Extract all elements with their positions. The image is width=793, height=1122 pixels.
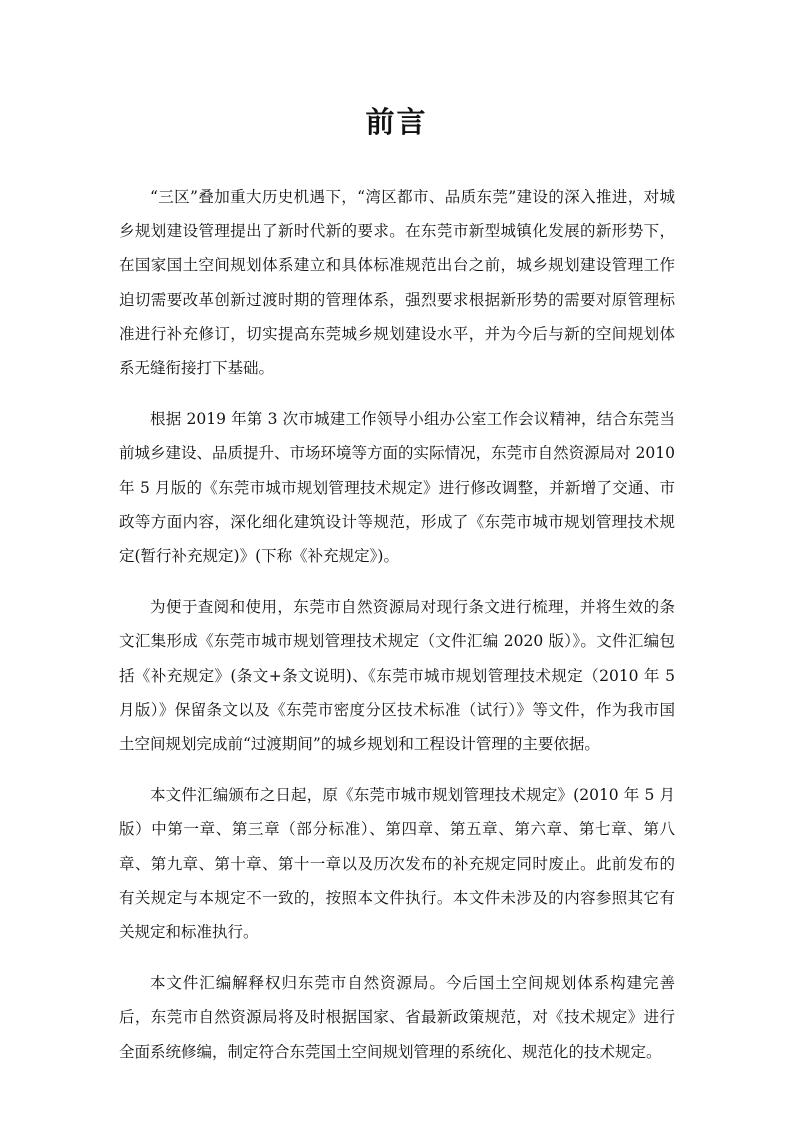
paragraph-basis: 根据 2019 年第 3 次市城建工作领导小组办公室工作会议精神，结合东莞当前城乡建设、品质提升、市场环境等方面的实际情况，东莞市自然资源局对 2010 年 5 月版的《东莞市城市规划管理技术规定》进行修改调整，并新增了交通、市政等方面内容，深化细化建筑设计等规范，形成了《东莞市城市规划管理技术规定(暂行补充规定)》(下称《补充规定》)。 — [119, 410, 675, 566]
paragraph-compilation: 为便于查阅和使用，东莞市自然资源局对现行条文进行梳理，并将生效的条文汇集形成《东莞市城市规划管理技术规定（文件汇编 2020 版）》。文件汇编包括《补充规定》(条文+条文说明)、《东莞市城市规划管理技术规定（2010 年 5 月版）》保留条文以及《东莞市密度分区技术标准（试行）》等文件，作为我市国土空间规划完成前“过渡期间”的城乡规划和工程设计管理的主要依据。 — [119, 598, 675, 754]
page-title: 前言 — [365, 105, 428, 139]
document-body — [119, 180, 675, 1086]
paragraph-background: “三区”叠加重大历史机遇下，“湾区都市、品质东莞”建设的深入推进，对城乡规划建设管理提出了新时代新的要求。在东莞市新型城镇化发展的新形势下，在国家国土空间规划体系建立和具体标准规范出台之前，城乡规划建设管理工作迫切需要改革创新过渡时期的管理体系，强烈要求根据新形势的需要对原管理标准进行补充修订，切实提高东莞城乡规划建设水平，并为今后与新的空间规划体系无缝衔接打下基础。 — [119, 188, 675, 378]
paragraph-interpretation: 本文件汇编解释权归东莞市自然资源局。今后国土空间规划体系构建完善后，东莞市自然资源局将及时根据国家、省最新政策规范，对《技术规定》进行全面系统修编，制定符合东莞国土空间规划管理的系统化、规范化的技术规定。 — [119, 974, 675, 1061]
paragraph-repeal: 本文件汇编颁布之日起，原《东莞市城市规划管理技术规定》(2010 年 5 月版）中第一章、第三章（部分标准）、第四章、第五章、第六章、第七章、第八章、第九章、第十章、第十一章以及历次发布的补充规定同时废止。此前发布的有关规定与本规定不一致的，按照本文件执行。本文件未涉及的内容参照其它有关规定和标准执行。 — [119, 786, 675, 942]
